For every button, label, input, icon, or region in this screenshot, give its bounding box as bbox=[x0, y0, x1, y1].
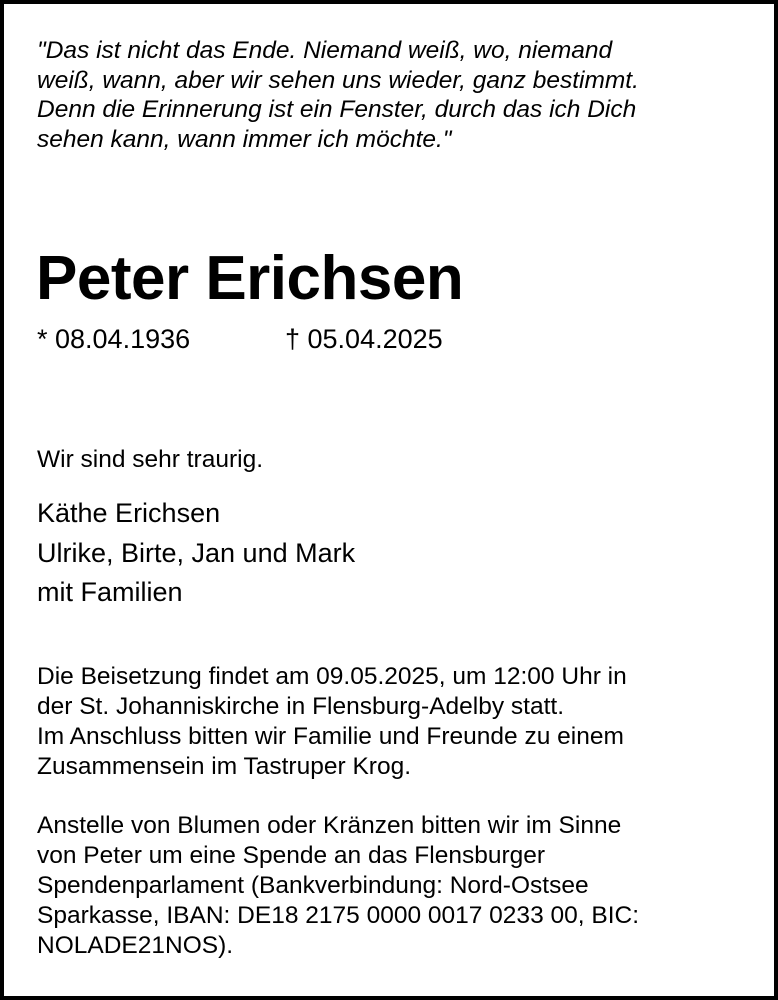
donation-line: Sparkasse, IBAN: DE18 2175 0000 0017 0233 00, BIC: bbox=[37, 902, 640, 929]
life-dates bbox=[37, 322, 443, 356]
funeral-line: Im Anschluss bitten wir Familie und Freunde zu einem bbox=[37, 723, 624, 750]
donation-line: NOLADE21NOS). bbox=[37, 932, 234, 959]
donation-line: Anstelle von Blumen oder Kränzen bitten wir im Sinne bbox=[37, 812, 622, 839]
quote-line: "Das ist nicht das Ende. Niemand weiß, wo, niemand bbox=[37, 37, 613, 64]
death-date: † 05.04.2025 bbox=[285, 324, 443, 354]
mourner-line: mit Familien bbox=[37, 577, 183, 607]
birth-date: * 08.04.1936 bbox=[37, 324, 191, 354]
quote-line: weiß, wann, aber wir sehen uns wieder, ganz bestimmt. bbox=[37, 66, 639, 94]
donation-line: von Peter um eine Spende an das Flensburger bbox=[37, 842, 546, 869]
funeral-info bbox=[37, 662, 752, 782]
quote-line: Denn die Erinnerung ist ein Fenster, durch das ich Dich bbox=[37, 96, 637, 123]
donation-line: Spendenparlament (Bankverbindung: Nord-Ostsee bbox=[37, 872, 589, 899]
sentiment-text: Wir sind sehr traurig. bbox=[37, 446, 264, 473]
donation-info bbox=[37, 811, 752, 961]
mourner-line: Ulrike, Birte, Jan und Mark bbox=[37, 537, 356, 568]
mourner-line: Käthe Erichsen bbox=[37, 498, 221, 528]
memorial-quote bbox=[37, 36, 747, 154]
quote-line: sehen kann, wann immer ich möchte." bbox=[37, 125, 452, 153]
funeral-line: Die Beisetzung findet am 09.05.2025, um 12:00 Uhr in bbox=[37, 663, 627, 690]
funeral-line: Zusammensein im Tastruper Krog. bbox=[37, 753, 411, 780]
funeral-line: der St. Johanniskirche in Flensburg-Adelby statt. bbox=[37, 693, 565, 720]
deceased-name: Peter Erichsen bbox=[36, 244, 464, 313]
mourners-list bbox=[37, 494, 355, 613]
